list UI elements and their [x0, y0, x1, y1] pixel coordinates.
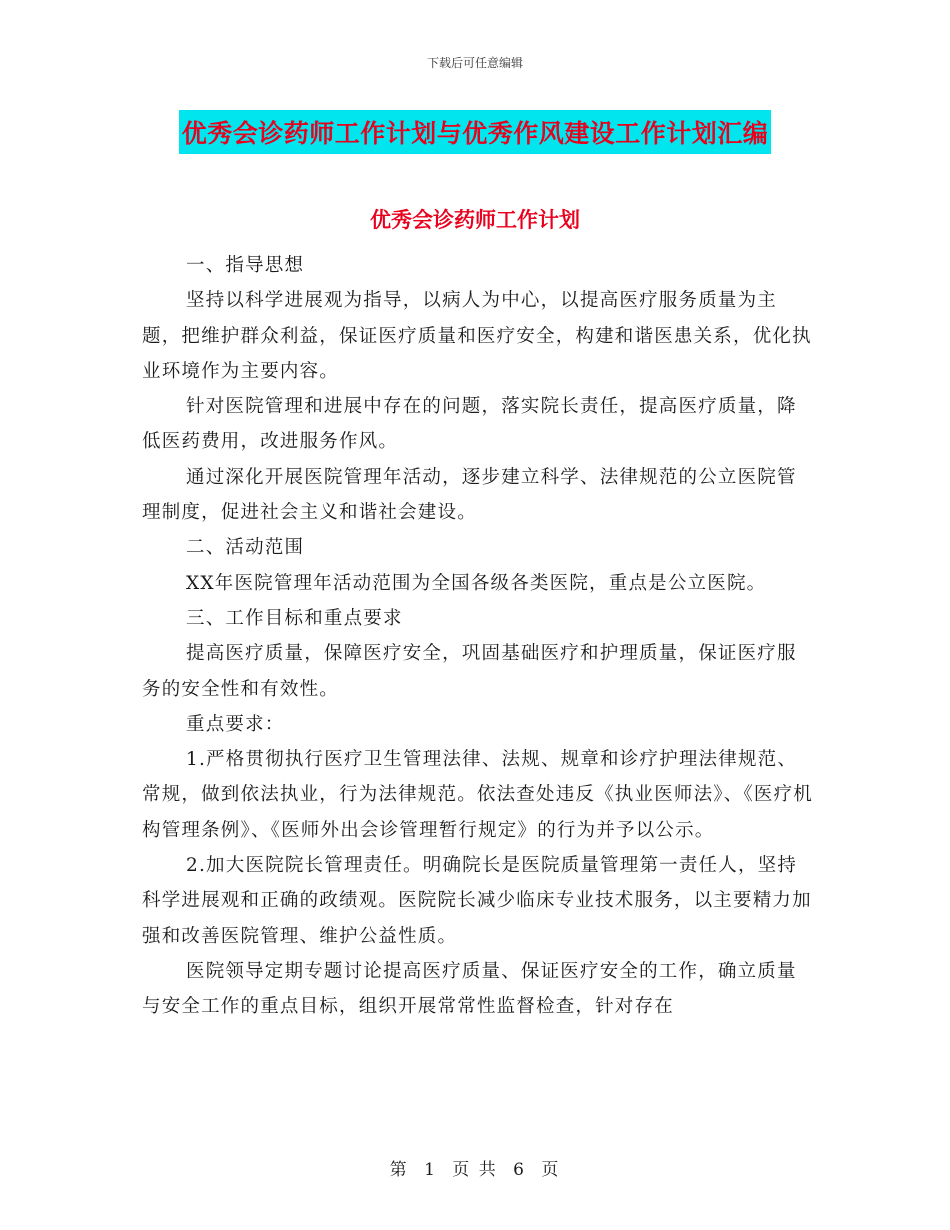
paragraph: 坚持以科学进展观为指导，以病人为中心，以提高医疗服务质量为主题，把维护群众利益，保证医疗质量和医疗安全，构建和谐医患关系，优化执业环境作为主要内容。 [142, 290, 812, 382]
footer-prefix: 第 [389, 1160, 409, 1180]
body-text [142, 248, 814, 1025]
list-item: 1.严格贯彻执行医疗卫生管理法律、法规、规章和诊疗护理法律规范、常规，做到依法执业，行为法律规范。依法查处违反《执业医师法》、《医疗机构管理条例》、《医师外出会诊管理暂行规定》的行为并予以公示。 [142, 749, 814, 841]
list-item: 2.加大医院院长管理责任。明确院长是医院质量管理第一责任人，坚持科学进展观和正确的政绩观。医院院长减少临床专业技术服务，以主要精力加强和改善医院管理、维护公益性质。 [142, 855, 812, 947]
main-title-wrap [0, 110, 950, 154]
main-title: 优秀会诊药师工作计划与优秀作风建设工作计划汇编 [179, 110, 772, 154]
paragraph: 针对医院管理和进展中存在的问题，落实院长责任，提高医疗质量，降低医药费用，改进服务作风。 [142, 396, 797, 453]
footer-suffix: 页 [541, 1160, 561, 1180]
sub-title: 优秀会诊药师工作计划 [370, 208, 580, 232]
section-heading: 二、活动范围 [186, 537, 305, 559]
footer-total-pages: 6 [513, 1160, 526, 1180]
page-footer [0, 1155, 950, 1180]
section-heading: 三、工作目标和重点要求 [186, 607, 403, 629]
paragraph: 提高医疗质量，保障医疗安全，巩固基础医疗和护理质量，保证医疗服务的安全性和有效性。 [142, 643, 797, 700]
paragraph: 重点要求： [186, 713, 285, 735]
footer-page-number: 1 [424, 1160, 437, 1180]
section-heading: 一、指导思想 [186, 255, 305, 276]
header-note: 下载后可任意编辑 [426, 56, 523, 70]
paragraph: 通过深化开展医院管理年活动，逐步建立科学、法律规范的公立医院管理制度，促进社会主义和谐社会建设。 [142, 466, 797, 524]
paragraph: 医院领导定期专题讨论提高医疗质量、保证医疗安全的工作，确立质量与安全工作的重点目标，组织开展常常性监督检查，针对存在 [142, 960, 797, 1018]
footer-middle: 页 共 [452, 1160, 498, 1180]
paragraph: XX年医院管理年活动范围为全国各级各类医院，重点是公立医院。 [186, 572, 767, 594]
